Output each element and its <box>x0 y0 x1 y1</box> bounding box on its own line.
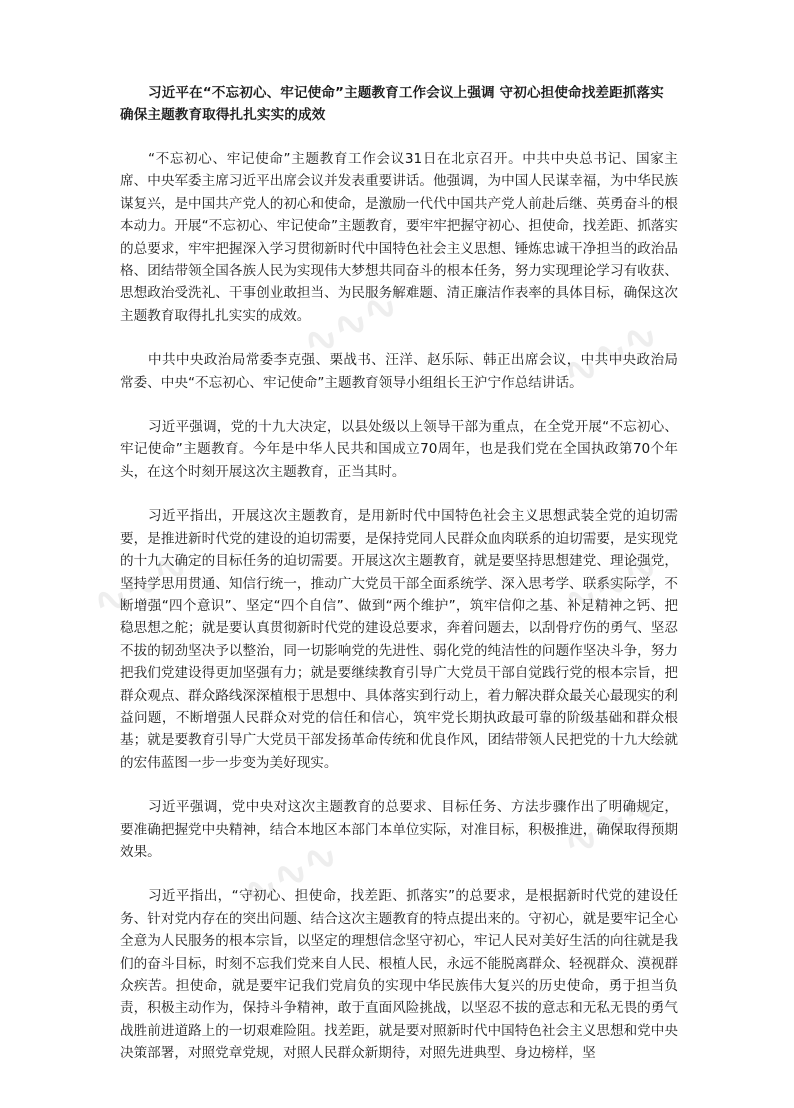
paragraph-1: “不忘初心、牢记使命”主题教育工作会议31日在北京召开。中共中央总书记、国家主席、中央军委主席习近平出席会议并发表重要讲话。他强调，为中国人民谋幸福，为中华民族谋复兴，是中国共产党人的初心和使命，是激励一代代中国共产党人前赴后继、英勇奋斗的根本动力。开展“不忘初心、牢记使命”主题教育，要牢牢把握守初心、担使命，找差距、抓落实的总要求，牢牢把握深入学习贯彻新时代中国特色社会主义思想、锤炼忠诚干净担当的政治品格、团结带领全国各族人民为实现伟大梦想共同奋斗的根本任务，努力实现理论学习有收获、思想政治受洗礼、干事创业敢担当、为民服务解难题、清正廉洁作表率的具体目标，确保这次主题教育取得扎扎实实的成效。 <box>120 151 678 324</box>
watermark-logo: ∿∿∿ <box>554 309 666 398</box>
watermark-logo: ∿∿∿ <box>294 279 406 368</box>
watermark-logo: ∿∿∿ <box>554 539 666 628</box>
document-title: 习近平在“不忘初心、牢记使命”主题教育工作会议上强调 守初心担使命找差距抓落实 确保主题教育取得扎扎实实的成效 <box>120 85 664 123</box>
paragraph-4: 习近平指出，开展这次主题教育，是用新时代中国特色社会主义思想武装全党的迫切需要，是推进新时代党的建设的迫切需要，是保持党同人民群众血肉联系的迫切需要，是实现党的十九大确定的目标任务的迫切需要。开展这次主题教育，就是要坚持思想建党、理论强党，坚持学思用贯通、知信行统一，推动广大党员干部全面系统学、深入思考学、联系实际学，不断增强“四个意识”、坚定“四个自信”、做到“两个维护”，筑牢信仰之基、补足精神之钙、把稳思想之舵；就是要认真贯彻新时代党的建设总要求，奔着问题去，以刮骨疗伤的勇气、坚忍不拔的韧劲坚决予以整治，同一切影响党的先进性、弱化党的纯洁性的问题作坚决斗争，努力把我们党建设得更加坚强有力；就是要继续教育引导广大党员干部自觉践行党的根本宗旨，把群众观点、群众路线深深植根于思想中、具体落实到行动上，着力解决群众最关心最现实的利益问题，不断增强人民群众对党的信任和信心，筑牢党长期执政最可靠的阶级基础和群众根基；就是要教育引导广大党员干部发扬革命传统和优良作风，团结带领人民把党的十九大绘就的宏伟蓝图一步一步变为美好现实。 <box>120 508 678 771</box>
document-body <box>120 82 678 1087</box>
watermark-logo: ∿∿∿ <box>554 779 666 868</box>
paragraph-3: 习近平强调，党的十九大决定，以县处级以上领导干部为重点，在全党开展“不忘初心、牢记使命”主题教育。今年是中华人民共和国成立70周年，也是我们党在全国执政第70个年头，在这个时刻开展这次主题教育，正当其时。 <box>120 419 678 480</box>
watermark-logo: ∿∿∿ <box>234 829 346 918</box>
paragraph-6: 习近平指出，“守初心、担使命，找差距、抓落实”的总要求，是根据新时代党的建设任务、针对党内存在的突出问题、结合这次主题教育的特点提出来的。守初心，就是要牢记全心全意为人民服务的根本宗旨，以坚定的理想信念坚守初心，牢记人民对美好生活的向往就是我们的奋斗目标，时刻不忘我们党来自人民、根植人民，永远不能脱离群众、轻视群众、漠视群众疾苦。担使命，就是要牢记我们党肩负的实现中华民族伟大复兴的历史使命，勇于担当负责，积极主动作为，保持斗争精神，敢于直面风险挑战，以坚忍不拔的意志和无私无畏的勇气战胜前进道路上的一切艰难险阻。找差距，就是要对照新时代中国特色社会主义思想和党中央决策部署，对照党章党规，对照人民群众新期待，对照先进典型、身边榜样，坚 <box>120 888 678 1062</box>
paragraph-5: 习近平强调，党中央对这次主题教育的总要求、目标任务、方法步骤作出了明确规定，要准确把握党中央精神，结合本地区本部门本单位实际，对准目标，积极推进，确保取得预期效果。 <box>120 799 678 860</box>
paragraph-2: 中共中央政治局常委李克强、栗战书、汪洋、赵乐际、韩正出席会议，中共中央政治局常委、中央“不忘初心、牢记使命”主题教育领导小组组长王沪宁作总结讲话。 <box>120 352 678 391</box>
watermark-logo: ∿∿∿ <box>84 539 196 628</box>
